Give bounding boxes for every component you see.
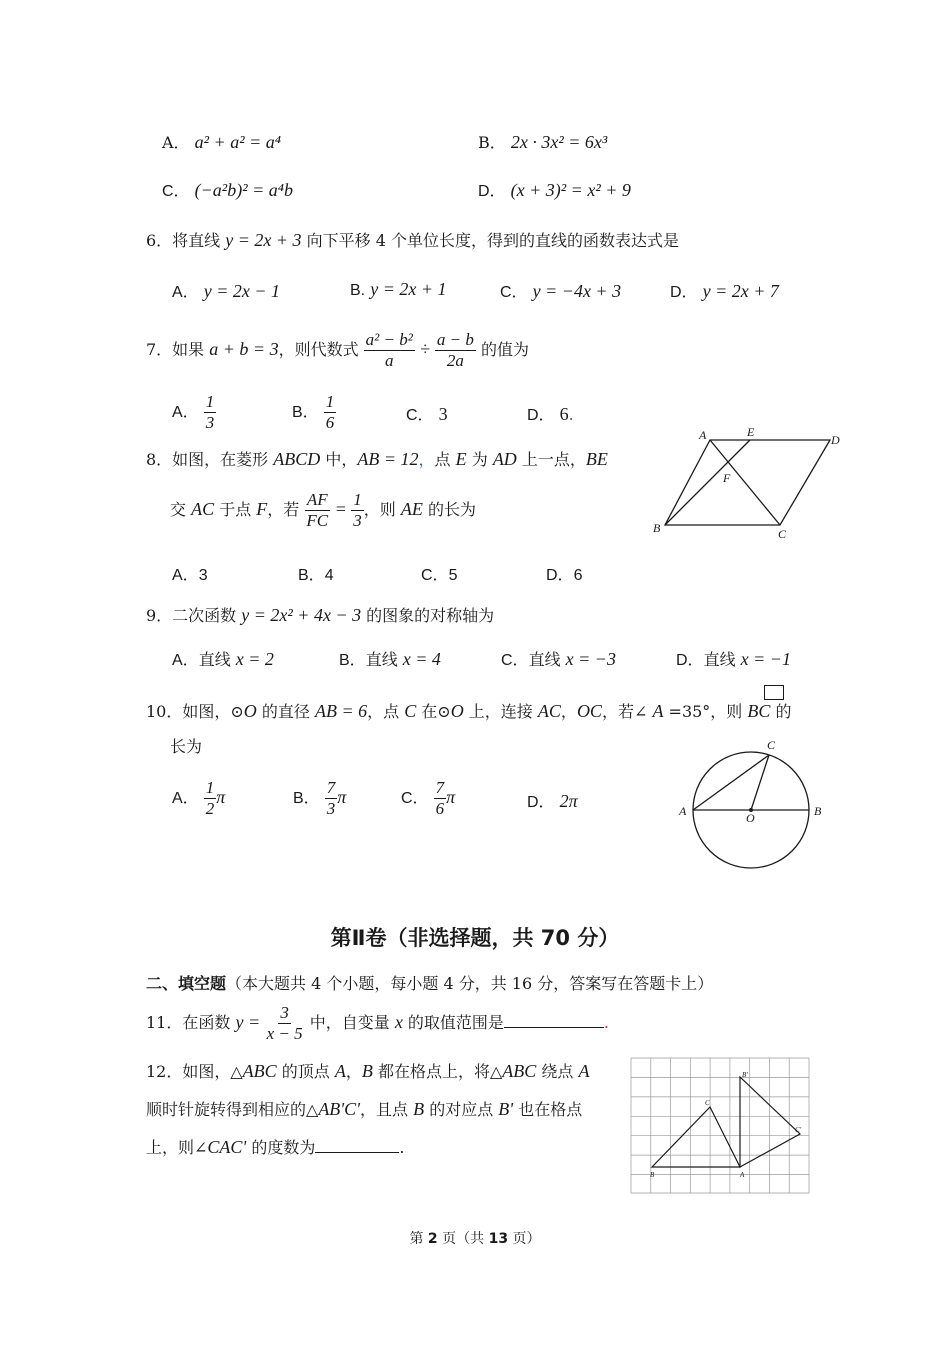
total-pages: 13	[488, 1231, 509, 1247]
fraction	[325, 778, 338, 819]
arc-bc: BC	[747, 701, 771, 721]
label-e: E	[747, 425, 755, 439]
option-expr: 2x · 3x² = 6x³	[510, 132, 608, 152]
option-label: B.	[350, 282, 366, 299]
pi: π	[216, 787, 226, 807]
text: 8．如图，在菱形	[146, 450, 274, 469]
q10-option-a	[172, 778, 225, 819]
grid-lines	[631, 1058, 809, 1193]
text: 也在格点	[513, 1100, 583, 1119]
text: 12．如图，△	[146, 1062, 243, 1081]
fraction	[204, 392, 217, 433]
label-a: A	[699, 428, 707, 442]
math: AC	[537, 701, 561, 721]
option-label: C．	[162, 183, 190, 200]
rhombus-outline	[665, 440, 830, 525]
text: 6．将直线	[146, 231, 226, 250]
option-label: D．	[676, 652, 704, 669]
dot: .	[568, 405, 574, 424]
segment-be	[665, 440, 750, 525]
q12-stem-line1	[146, 1059, 589, 1082]
option-expr: y = 2x + 1	[370, 279, 447, 299]
q6-stem	[146, 228, 679, 251]
text: ，若	[267, 500, 305, 519]
math: A	[334, 1061, 346, 1081]
fraction	[351, 490, 364, 531]
denominator: 3	[353, 511, 362, 530]
segment-oc	[751, 755, 769, 810]
text: 中，	[320, 450, 358, 469]
math: A	[578, 1061, 590, 1081]
option-text: 直线	[365, 650, 403, 669]
text: ，则代数式	[278, 340, 364, 359]
option-expr: y = 2x + 7	[702, 281, 779, 301]
math: B'	[498, 1099, 514, 1119]
q8-option-c	[421, 562, 457, 585]
option-expr: (−a²b)² = a⁴b	[194, 180, 293, 200]
option-value: 4	[324, 567, 334, 584]
numerator: 1	[353, 490, 362, 509]
label-c: C	[705, 1099, 710, 1107]
q8-option-d	[546, 562, 582, 585]
label-c: C	[778, 527, 787, 541]
label-a: A	[740, 1171, 745, 1179]
text: 绕点	[536, 1062, 579, 1081]
part2-note: （本大题共 4 个小题，每小题 4 分，共 16 分，答案写在答题卡上）	[226, 974, 714, 993]
answer-blank[interactable]	[315, 1134, 399, 1153]
option-label: B．	[339, 652, 366, 669]
fraction	[364, 330, 415, 371]
option-value: 2π	[559, 791, 578, 811]
q7-option-d	[527, 402, 574, 425]
option-label: D．	[546, 567, 574, 584]
option-label: B．	[478, 133, 506, 152]
math: B	[361, 1061, 373, 1081]
fraction	[324, 392, 337, 433]
q6-option-d	[670, 279, 779, 302]
text: 在⊙	[416, 702, 451, 721]
text: 页）	[508, 1231, 541, 1247]
option-label: C．	[406, 407, 434, 424]
option-label: C．	[421, 567, 449, 584]
q9-option-c	[501, 647, 616, 670]
text: ，则	[363, 500, 401, 519]
q9-option-d	[676, 647, 791, 670]
text: 9．二次函数	[146, 606, 242, 625]
text: 向下平移 4 个单位长度，得到的直线的函数表达式是	[301, 231, 680, 250]
q6-option-b	[350, 279, 447, 300]
math: C	[404, 701, 417, 721]
q7-option-a	[172, 392, 216, 433]
option-label: A．	[172, 284, 199, 301]
math: E	[455, 449, 467, 469]
text: 10．如图，⊙	[146, 702, 244, 721]
text: ，	[560, 702, 577, 721]
label-b: B	[814, 804, 822, 818]
option-text: 直线	[198, 650, 236, 669]
label-b-prime: B'	[742, 1071, 748, 1079]
arc-symbol-box	[764, 685, 784, 700]
denominator: 2a	[446, 351, 464, 370]
text: 的度数为	[246, 1138, 316, 1157]
comma: ，	[418, 450, 435, 469]
option-label: D．	[478, 183, 506, 200]
option-expr: (x + 3)² = x² + 9	[510, 180, 631, 200]
q8-option-a	[172, 562, 208, 585]
text: 7．如果	[146, 340, 210, 359]
text: 于点	[214, 500, 257, 519]
fraction	[304, 490, 330, 531]
operator: ÷	[419, 339, 430, 359]
math: y =	[235, 1012, 265, 1032]
option-label: B．	[298, 567, 325, 584]
text: 页（共	[437, 1231, 489, 1247]
q7-option-c	[406, 402, 448, 425]
text: 点	[434, 450, 456, 469]
option-value: 6	[559, 404, 569, 424]
text: 第	[409, 1231, 428, 1247]
label-a: A	[679, 804, 687, 818]
numerator: AF	[306, 490, 328, 509]
part2-heading	[146, 971, 713, 994]
option-label: C．	[401, 790, 429, 807]
numerator: 1	[205, 778, 215, 797]
denominator: 3	[205, 413, 215, 432]
option-value: 6	[573, 567, 583, 584]
option-value: 3	[198, 567, 208, 584]
section-title: 第Ⅱ卷（非选择题，共 70 分）	[330, 926, 620, 950]
math: F	[256, 499, 268, 519]
math: AB'C'	[318, 1099, 361, 1119]
dot: .	[603, 1013, 609, 1032]
text: 上，则∠	[146, 1138, 208, 1157]
label-c-prime: C'	[795, 1126, 802, 1134]
equation: y = 2x + 3	[225, 230, 302, 250]
option-text: 直线	[528, 650, 566, 669]
math: A	[652, 701, 664, 721]
text: 顺时针旋转得到相应的△	[146, 1100, 319, 1119]
numerator: a − b	[436, 330, 474, 349]
q10-option-d	[527, 789, 578, 812]
q6-option-c	[500, 279, 621, 302]
rhombus-figure	[645, 425, 845, 545]
q11-stem	[146, 1003, 609, 1044]
numerator: 3	[280, 1003, 289, 1022]
text: 长为	[170, 737, 203, 756]
denominator: x − 5	[266, 1024, 303, 1043]
math: O	[243, 701, 257, 721]
text: 交	[170, 500, 192, 519]
option-expr: x = −1	[740, 649, 791, 669]
text: 上，连接	[463, 702, 538, 721]
option-expr: x = 4	[402, 649, 441, 669]
text: =35°，则	[663, 702, 748, 721]
q9-stem	[146, 603, 494, 626]
option-label: A．	[172, 404, 199, 421]
math: ABCD	[273, 449, 321, 469]
denominator: 6	[325, 413, 335, 432]
text: 11．在函数	[146, 1013, 236, 1032]
label-d: D	[831, 433, 840, 447]
option-label: B．	[293, 790, 320, 807]
option-expr: a² + a² = a⁴	[194, 132, 281, 152]
q5-option-d	[478, 178, 631, 201]
q10-stem-line1	[146, 699, 792, 722]
text: 上一点，	[516, 450, 586, 469]
label-b: B	[650, 1171, 655, 1179]
text: 为	[466, 450, 493, 469]
text: 的长为	[422, 500, 476, 519]
option-label: C．	[500, 284, 528, 301]
option-label: A．	[172, 652, 199, 669]
option-value: 5	[448, 567, 458, 584]
numerator: 1	[325, 392, 335, 411]
option-label: D．	[527, 407, 555, 424]
math: AC	[191, 499, 215, 519]
option-label: B．	[292, 404, 319, 421]
option-expr: x = 2	[235, 649, 274, 669]
text: ，	[345, 1062, 362, 1081]
q8-option-b	[298, 562, 334, 585]
label-f: F	[723, 471, 731, 485]
math: CAC'	[207, 1137, 247, 1157]
math: B	[413, 1099, 425, 1119]
numerator: 7	[326, 778, 336, 797]
q10-option-b	[293, 778, 346, 819]
option-expr: x = −3	[565, 649, 616, 669]
math: x	[394, 1012, 403, 1032]
math: OC	[576, 701, 602, 721]
text: 的图象的对称轴为	[361, 606, 495, 625]
q5-option-b	[478, 130, 607, 153]
answer-blank[interactable]	[504, 1009, 604, 1028]
math: AB = 12	[357, 449, 419, 469]
q10-stem-line2	[170, 734, 202, 757]
equals: =	[330, 499, 352, 519]
option-label: D．	[670, 284, 698, 301]
text: ，且点	[360, 1100, 414, 1119]
option-expr: y = −4x + 3	[532, 281, 622, 301]
q9-option-a	[172, 647, 274, 670]
text: 中，自变量	[304, 1013, 395, 1032]
denominator: a	[385, 351, 394, 370]
math: AE	[400, 499, 423, 519]
denominator: FC	[306, 511, 329, 530]
q8-stem-line1	[146, 447, 608, 470]
q7-stem	[146, 330, 529, 371]
denominator: 3	[326, 799, 336, 818]
math: BE	[585, 449, 608, 469]
option-label: C．	[501, 652, 529, 669]
denominator: 2	[205, 799, 215, 818]
q8-stem-line2	[170, 490, 476, 531]
triangle-ab-prime-c-prime	[740, 1077, 800, 1167]
label-b: B	[653, 521, 661, 535]
pi: π	[446, 787, 456, 807]
equation: y = 2x² + 4x − 3	[241, 605, 362, 625]
dot: .	[399, 1138, 405, 1157]
text: 的值为	[475, 340, 529, 359]
text: ，点	[367, 702, 405, 721]
text: 的取值范围是	[402, 1013, 504, 1032]
label-o: O	[746, 811, 755, 825]
math: AB = 6	[314, 701, 368, 721]
q12-stem-line2	[146, 1097, 582, 1120]
label-c: C	[767, 738, 776, 752]
fraction	[265, 1003, 305, 1044]
numerator: 1	[205, 392, 215, 411]
grid-figure	[630, 1057, 810, 1194]
diagonal-ac	[710, 440, 780, 525]
q12-stem-line3	[146, 1134, 404, 1158]
page-footer	[0, 1228, 950, 1248]
math: ABC	[502, 1061, 537, 1081]
option-label: A．	[172, 567, 199, 584]
q9-option-b	[339, 647, 441, 670]
math: O	[450, 701, 464, 721]
option-label: A．	[162, 133, 190, 152]
text: 的对应点	[424, 1100, 499, 1119]
denominator: 6	[435, 799, 445, 818]
option-label: A．	[172, 790, 199, 807]
fraction	[204, 778, 217, 819]
part2-label: 二、填空题	[146, 974, 227, 993]
option-label: D．	[527, 794, 555, 811]
option-value: 3	[438, 404, 448, 424]
text: 都在格点上，将△	[372, 1062, 503, 1081]
q6-option-a	[172, 279, 280, 302]
math: AD	[492, 449, 517, 469]
q5-option-c	[162, 178, 293, 201]
segment-ac	[693, 755, 769, 810]
option-text: 直线	[703, 650, 741, 669]
numerator: 7	[435, 778, 445, 797]
q5-option-a	[162, 130, 281, 153]
numerator: a² − b²	[365, 330, 413, 349]
text: ，若∠	[601, 702, 653, 721]
option-expr: y = 2x − 1	[203, 281, 281, 301]
text: 的	[770, 702, 792, 721]
page-number: 2	[427, 1231, 438, 1247]
text: 的直径	[256, 702, 315, 721]
q7-option-b	[292, 392, 336, 433]
fraction	[434, 778, 447, 819]
math: ABC	[242, 1061, 277, 1081]
circle-figure	[675, 735, 830, 875]
pi: π	[337, 787, 347, 807]
fraction	[435, 330, 476, 371]
text: 的顶点	[276, 1062, 335, 1081]
equation: a + b = 3	[209, 339, 279, 359]
q10-option-c	[401, 778, 455, 819]
